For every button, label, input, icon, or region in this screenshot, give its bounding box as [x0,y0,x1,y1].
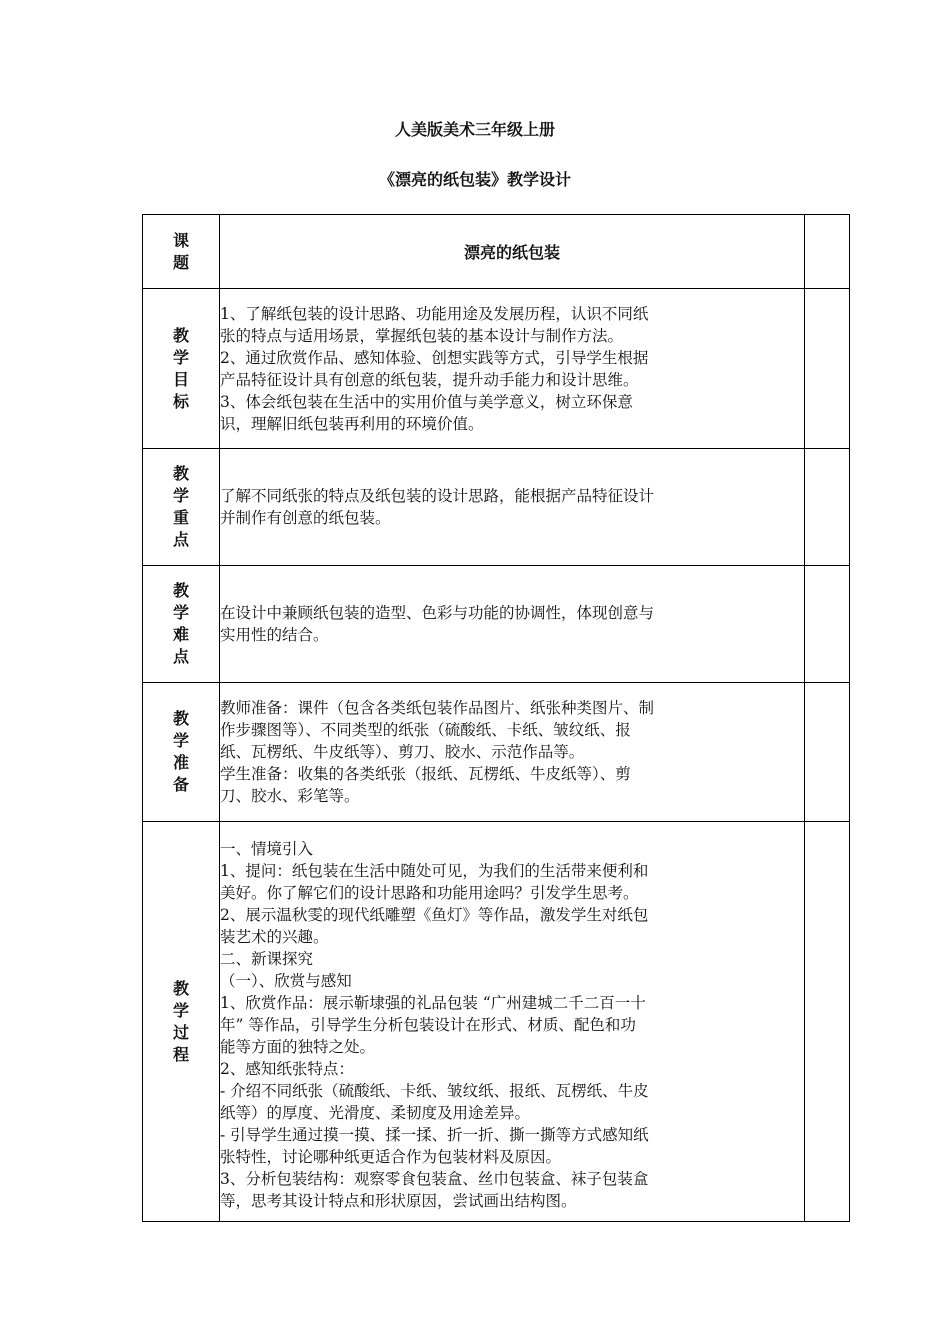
preparation-line: 作步骤图等）、不同类型的纸张（硫酸纸、卡纸、皱纹纸、报 [220,721,631,739]
preparation-line: 刀、胶水、彩笔等。 [220,787,360,805]
process-line: 二、新课探究 [220,950,314,968]
process-line: （一）、欣赏与感知 [220,972,352,990]
extra-cell [805,289,850,449]
process-line: 纸等）的厚度、光滑度、柔韧度及用途差异。 [220,1104,531,1122]
process-content [220,822,805,1222]
objectives-line: 1、了解纸包装的设计思路、功能用途及发展历程，认识不同纸 [220,304,649,323]
lesson-plan-table [142,214,850,1222]
process-line: - 介绍不同纸张（硫酸纸、卡纸、皱纹纸、报纸、瓦楞纸、牛皮 [220,1082,649,1100]
label-preparation: 教学准备 [172,709,189,794]
process-line: 3、分析包装结构：观察零食包装盒、丝巾包装盒、袜子包装盒 [220,1170,649,1188]
label-cell-preparation [143,683,220,822]
label-cell-subject [143,215,220,289]
preparation-line: 纸、瓦楞纸、牛皮纸等）、剪刀、胶水、示范作品等。 [220,743,585,761]
objectives-line: 3、体会纸包装在生活中的实用价值与美学意义，树立环保意 [220,392,633,411]
row-key-points [143,449,850,566]
label-key-points: 教学重点 [172,464,189,549]
difficulties-line: 实用性的结合。 [220,626,329,644]
label-cell-difficulties [143,566,220,683]
key-points-line: 并制作有创意的纸包装。 [220,509,391,527]
label-cell-objectives [143,289,220,449]
process-line: 等，思考其设计特点和形状原因，尝试画出结构图。 [220,1192,577,1210]
extra-cell [805,449,850,566]
process-line: 年” 等作品，引导学生分析包装设计在形式、材质、配色和功 [220,1016,636,1034]
process-line: 张特性，讨论哪种纸更适合作为包装材料及原因。 [220,1148,562,1166]
key-points-line: 了解不同纸张的特点及纸包装的设计思路，能根据产品特征设计 [220,487,655,505]
row-preparation [143,683,850,822]
process-line: 一、情境引入 [220,840,314,858]
key-points-content [220,449,805,566]
label-process: 教学过程 [172,978,189,1064]
process-line: 美好。你了解它们的设计思路和功能用途吗？引发学生思考。 [220,884,639,902]
objectives-line: 产品特征设计具有创意的纸包装，提升动手能力和设计思维。 [220,370,639,389]
difficulties-line: 在设计中兼顾纸包装的造型、色彩与功能的协调性，体现创意与 [220,604,655,622]
row-process [143,822,850,1222]
process-line: 能等方面的独特之处。 [220,1038,376,1056]
row-objectives [143,289,850,449]
process-line: 1、欣赏作品：展示靳埭强的礼品包装 “广州建城二千二百一十 [220,994,646,1012]
process-line: - 引导学生通过摸一摸、揉一揉、折一折、撕一撕等方式感知纸 [220,1126,649,1144]
process-line: 1、提问：纸包装在生活中随处可见，为我们的生活带来便利和 [220,862,649,880]
extra-cell [805,566,850,683]
document-title-line2: 《漂亮的纸包装》教学设计 [378,170,571,189]
label-difficulties: 教学难点 [172,581,189,666]
process-line: 装艺术的兴趣。 [220,928,329,946]
label-subject: 课题 [172,230,189,272]
difficulties-content [220,566,805,683]
row-difficulties [143,566,850,683]
document-title-line1: 人美版美术三年级上册 [394,120,555,139]
subject-value: 漂亮的纸包装 [220,215,805,289]
preparation-content [220,683,805,822]
process-line: 2、感知纸张特点： [220,1060,354,1078]
objectives-line: 2、通过欣赏作品、感知体验、创想实践等方式，引导学生根据 [220,348,649,367]
label-cell-process [143,822,220,1222]
extra-cell [805,215,850,289]
preparation-line: 学生准备：收集的各类纸张（报纸、瓦楞纸、牛皮纸等）、剪 [220,765,631,783]
extra-cell [805,683,850,822]
process-line: 2、展示温秋雯的现代纸雕塑《鱼灯》等作品，激发学生对纸包 [220,906,649,924]
row-subject [143,215,850,289]
label-cell-key-points [143,449,220,566]
objectives-line: 张的特点与适用场景，掌握纸包装的基本设计与制作方法。 [220,326,624,345]
objectives-content [220,289,805,449]
label-objectives: 教学目标 [172,325,189,411]
extra-cell [805,822,850,1222]
preparation-line: 教师准备：课件（包含各类纸包装作品图片、纸张种类图片、制 [220,699,655,717]
objectives-line: 识，理解旧纸包装再利用的环境价值。 [220,414,484,433]
